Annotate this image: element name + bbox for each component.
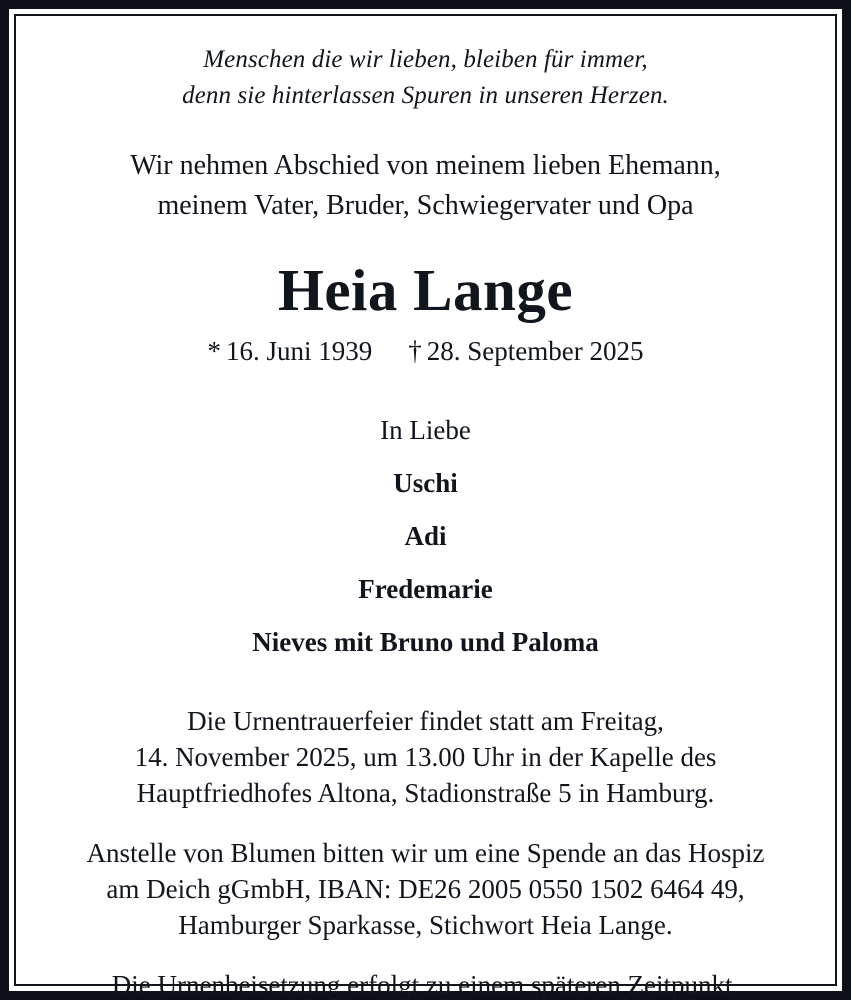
mourner-name: Fredemarie	[358, 574, 493, 604]
death-notice-card	[14, 14, 837, 1000]
closing-note: Die Urnenbeisetzung erfolgt zu einem späteren Zeitpunkt.	[111, 970, 740, 1000]
donation-line-2: am Deich gGmbH, IBAN: DE26 2005 0550 1502 6464 49,	[106, 874, 745, 904]
death-date: 28. September 2025	[426, 336, 644, 366]
ceremony-line-1: Die Urnentrauerfeier findet statt am Freitag,	[187, 706, 664, 736]
life-dates	[16, 334, 835, 368]
deceased-name: Heia Lange	[277, 257, 574, 323]
donation-line-1: Anstelle von Blumen bitten wir um eine Spende an das Hospiz	[86, 838, 765, 868]
frame-inner-gap	[9, 9, 842, 1000]
donation-request	[16, 835, 835, 943]
donation-line-3: Hamburger Sparkasse, Stichwort Heia Lange.	[178, 910, 673, 940]
mourners-intro: In Liebe	[380, 415, 471, 445]
death-cross-icon: †	[408, 336, 422, 366]
lead-line-1: Wir nehmen Abschied von meinem lieben Ehemann,	[130, 150, 721, 181]
ceremony-details	[16, 703, 835, 811]
lead-line-2: meinem Vater, Bruder, Schwiegervater und Opa	[157, 190, 694, 221]
epitaph	[16, 42, 835, 114]
lead-text	[16, 146, 835, 226]
mourner-name: Uschi	[393, 468, 458, 498]
birth-date-item	[208, 334, 373, 368]
ceremony-line-2: 14. November 2025, um 13.00 Uhr in der Kapelle des	[134, 742, 717, 772]
death-date-item	[408, 334, 643, 368]
epitaph-line-1: Menschen die wir lieben, bleiben für immer,	[203, 46, 648, 73]
mourner-name: Adi	[404, 521, 447, 551]
epitaph-line-2: denn sie hinterlassen Spuren in unseren Herzen.	[182, 82, 669, 109]
mourners-section	[16, 413, 835, 659]
mourner-name: Nieves mit Bruno und Paloma	[252, 627, 599, 657]
birth-date: 16. Juni 1939	[226, 336, 373, 366]
birth-star-icon: *	[207, 336, 221, 366]
ceremony-line-3: Hauptfriedhofes Altona, Stadionstraße 5 in Hamburg.	[136, 778, 715, 808]
